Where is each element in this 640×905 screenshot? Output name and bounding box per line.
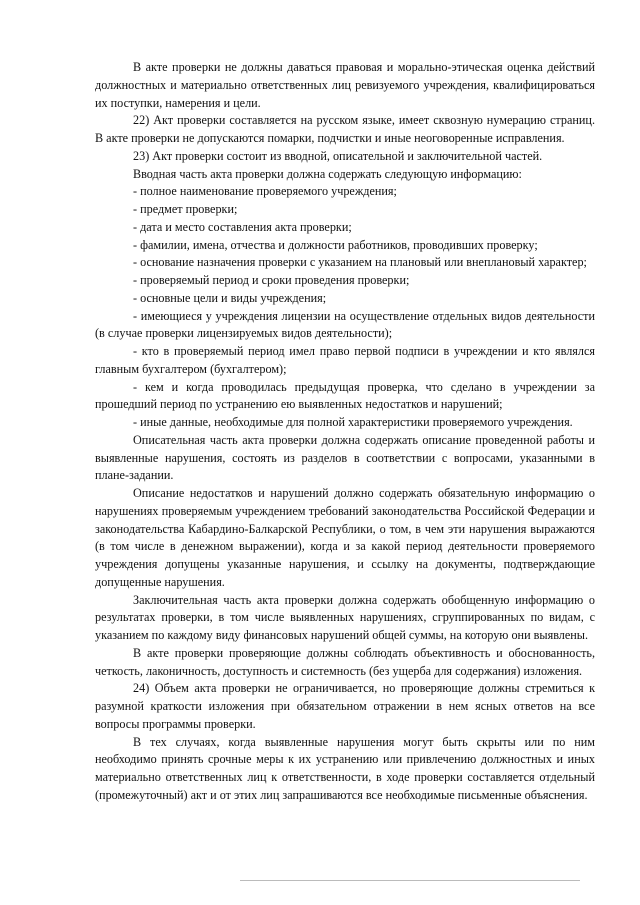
footer-divider <box>240 880 580 881</box>
paragraph-item-23: 23) Акт проверки состоит из вводной, описательной и заключительной частей. <box>133 148 543 163</box>
list-item-previous-check: - кем и когда проводилась предыдущая проверка, что сделано в учреждении за прошедший период по устранению ею выявленных недостатков и нарушений; <box>95 379 595 412</box>
list-item-basis: - основание назначения проверки с указанием на плановый или внеплановый характер; <box>133 255 587 270</box>
list-item-date-place: - дата и место составления акта проверки; <box>133 219 352 234</box>
paragraph-objectivity: В акте проверки проверяющие должны соблюдать объективность и обоснованность, четкость, лаконичность, доступность и системность (без ущерба для содержания) изложения. <box>95 645 595 678</box>
paragraph-item-24: 24) Объем акта проверки не ограничивается, но проверяющие должны стремиться к разумной краткости изложения при обязательном отражении в нем ясных ответов на все вопросы программы проверки. <box>95 681 595 731</box>
list-item-subject: - предмет проверки; <box>133 202 238 216</box>
list-item-signatory: - кто в проверяемый период имел право первой подписи в учреждении и кто являлся главным бухгалтером (бухгалтером); <box>95 344 595 376</box>
list-item-full-name: - полное наименование проверяемого учреждения; <box>133 184 397 199</box>
paragraph-final-part: Заключительная часть акта проверки должна содержать обобщенную информацию о результатах проверки, в том числе выявленных нарушениях, сгруппированных по видам, с указанием по каждому виду финансовых нарушений общей суммы, на которую они выявлены. <box>95 592 595 642</box>
list-item-inspectors: - фамилии, имена, отчества и должности работников, проводивших проверку; <box>133 237 538 252</box>
paragraph-violations-description: Описание недостатков и нарушений должно содержать обязательную информацию о нарушениях проверяемым учреждением требований законодательства Российской Федерации и законодательства Кабардино-Балкарской Республики, о том, в чем эти нарушения выражаются (в том числе в денежном выражении), когда и за какой период деятельности проверяемого учреждения допущены указанные нарушения, и ссылку на документы, подтверждающие допущенные нарушения. <box>95 486 595 589</box>
paragraph-item-22: 22) Акт проверки составляется на русском языке, имеет сквозную нумерацию страниц. В акте проверки не допускаются помарки, подчистки и иные неоговоренные исправления. <box>95 113 595 145</box>
paragraph-assessment-rule: В акте проверки не должны даваться правовая и морально-этическая оценка действий должностных и материально ответственных лиц ревизуемого учреждения, квалифицироваться их поступки, намерения и цели. <box>95 60 595 110</box>
paragraph-descriptive-part: Описательная часть акта проверки должна содержать описание проведенной работы и выявленные нарушения, состоять из разделов в соответствии с вопросами, указанными в плане-задании. <box>95 432 595 483</box>
list-item-licenses: - имеющиеся у учреждения лицензии на осуществление отдельных видов деятельности (в случае проверки лицензируемых видов деятельности); <box>95 308 595 341</box>
paragraph-intro-part: Вводная часть акта проверки должна содержать следующую информацию: <box>133 166 522 181</box>
paragraph-interim-act: В тех случаях, когда выявленные нарушения могут быть скрыты или по ним необходимо принять срочные меры к их устранению или привлечению должностных и иных материально ответственных лиц к ответственности, в ходе проверки составляется отдельный (промежуточный) акт и от этих лиц запрашиваются все необходимые письменные объяснения. <box>95 734 595 802</box>
document-body <box>95 59 595 805</box>
list-item-period: - проверяемый период и сроки проведения проверки; <box>133 273 410 287</box>
list-item-other-data: - иные данные, необходимые для полной характеристики проверяемого учреждения. <box>133 415 573 429</box>
list-item-goals: - основные цели и виды учреждения; <box>133 290 327 305</box>
